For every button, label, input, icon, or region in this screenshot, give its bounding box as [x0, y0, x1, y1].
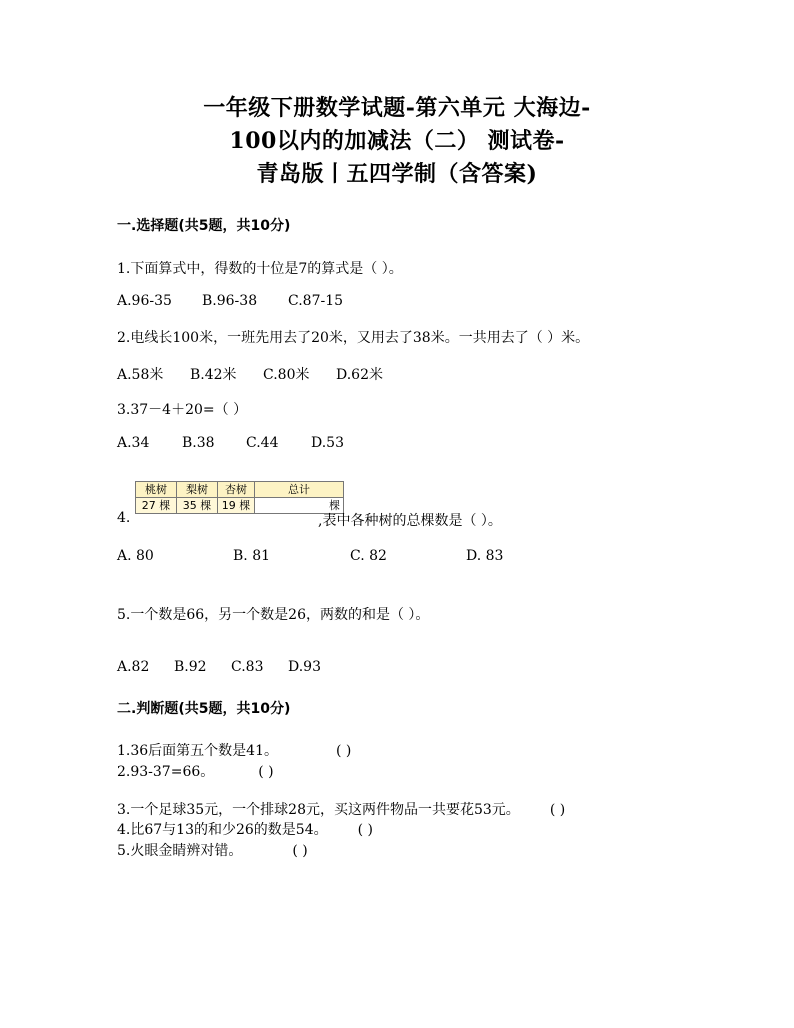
judge-item-3: [117, 799, 565, 819]
title-line-3: 青岛版丨五四学制（含答案): [256, 161, 538, 187]
option-a: A. 80: [117, 548, 154, 564]
judge-item-text: 5.火眼金睛辨对错。: [117, 843, 243, 859]
option-b: B. 81: [233, 548, 271, 564]
question-5-options: [117, 659, 321, 675]
title-line-1: 一年级下册数学试题-第六单元 大海边-: [203, 95, 591, 121]
question-1-options: [117, 293, 343, 309]
question-4-number: 4.: [117, 510, 131, 526]
table-cell: 19 棵: [218, 498, 255, 514]
tree-count-table: [135, 481, 344, 514]
option-a: A.96-35: [117, 293, 172, 309]
question-3-text: 3.37－4＋20=（ ）: [117, 402, 248, 418]
table-row: [136, 498, 344, 514]
table-header-cell: 桃树: [136, 482, 177, 498]
option-d: D. 83: [466, 548, 504, 564]
judge-item-1: [117, 740, 351, 760]
section-heading-judge: 二.判断题(共5题，共10分): [117, 701, 291, 717]
option-c: C.80米: [263, 367, 310, 383]
table-header-cell: 总计: [255, 482, 344, 498]
option-a: A.58米: [117, 367, 164, 383]
judge-item-text: 2.93-37=66。: [117, 764, 215, 780]
option-d: D.53: [311, 435, 344, 451]
title-line-2: 100以内的加减法（二） 测试卷-: [229, 128, 565, 154]
question-2-text: 2.电线长100米，一班先用去了20米，又用去了38米。一共用去了（ ）米。: [117, 330, 590, 346]
table-cell: 27 棵: [136, 498, 177, 514]
option-d: D.93: [288, 659, 321, 675]
question-3-options: [117, 435, 344, 451]
option-c: C.83: [231, 659, 264, 675]
option-b: B.96-38: [202, 293, 258, 309]
judge-item-text: 4.比67与13的和少26的数是54。: [117, 822, 328, 838]
option-b: B.38: [182, 435, 215, 451]
question-2-options: [117, 364, 383, 384]
table-header-cell: 梨树: [177, 482, 218, 498]
answer-bracket[interactable]: ( ): [292, 843, 308, 859]
judge-item-text: 1.36后面第五个数是41。: [117, 743, 278, 759]
answer-bracket[interactable]: ( ): [549, 802, 566, 818]
judge-item-5: [117, 840, 308, 860]
table-header-cell: 杏树: [218, 482, 255, 498]
option-c: C.44: [246, 435, 279, 451]
option-c: C.87-15: [288, 293, 344, 309]
question-4-options: [117, 548, 503, 564]
option-a: A.82: [117, 659, 150, 675]
answer-bracket[interactable]: ( ): [357, 822, 373, 838]
answer-bracket[interactable]: ( ): [336, 743, 352, 759]
table-header-row: [136, 482, 344, 498]
document-title: [0, 92, 794, 191]
option-d: D.62米: [336, 367, 383, 383]
option-a: A.34: [117, 435, 150, 451]
table-cell: 棵: [255, 498, 344, 514]
judge-item-text: 3.一个足球35元，一个排球28元，买这两件物品一共要花53元。: [117, 802, 520, 818]
table-cell: 35 棵: [177, 498, 218, 514]
judge-item-2: [117, 761, 274, 781]
option-c: C. 82: [350, 548, 387, 564]
section-heading-choice: 一.选择题(共5题，共10分): [117, 218, 291, 234]
judge-item-4: [117, 819, 373, 839]
question-4-text: ,表中各种树的总棵数是（ ）。: [318, 513, 502, 529]
question-1-text: 1.下面算式中，得数的十位是7的算式是（ ）。: [117, 261, 403, 277]
option-b: B.42米: [190, 367, 237, 383]
question-5-text: 5.一个数是66，另一个数是26，两数的和是（ ）。: [117, 607, 430, 623]
answer-bracket[interactable]: ( ): [258, 764, 274, 780]
option-b: B.92: [174, 659, 207, 675]
